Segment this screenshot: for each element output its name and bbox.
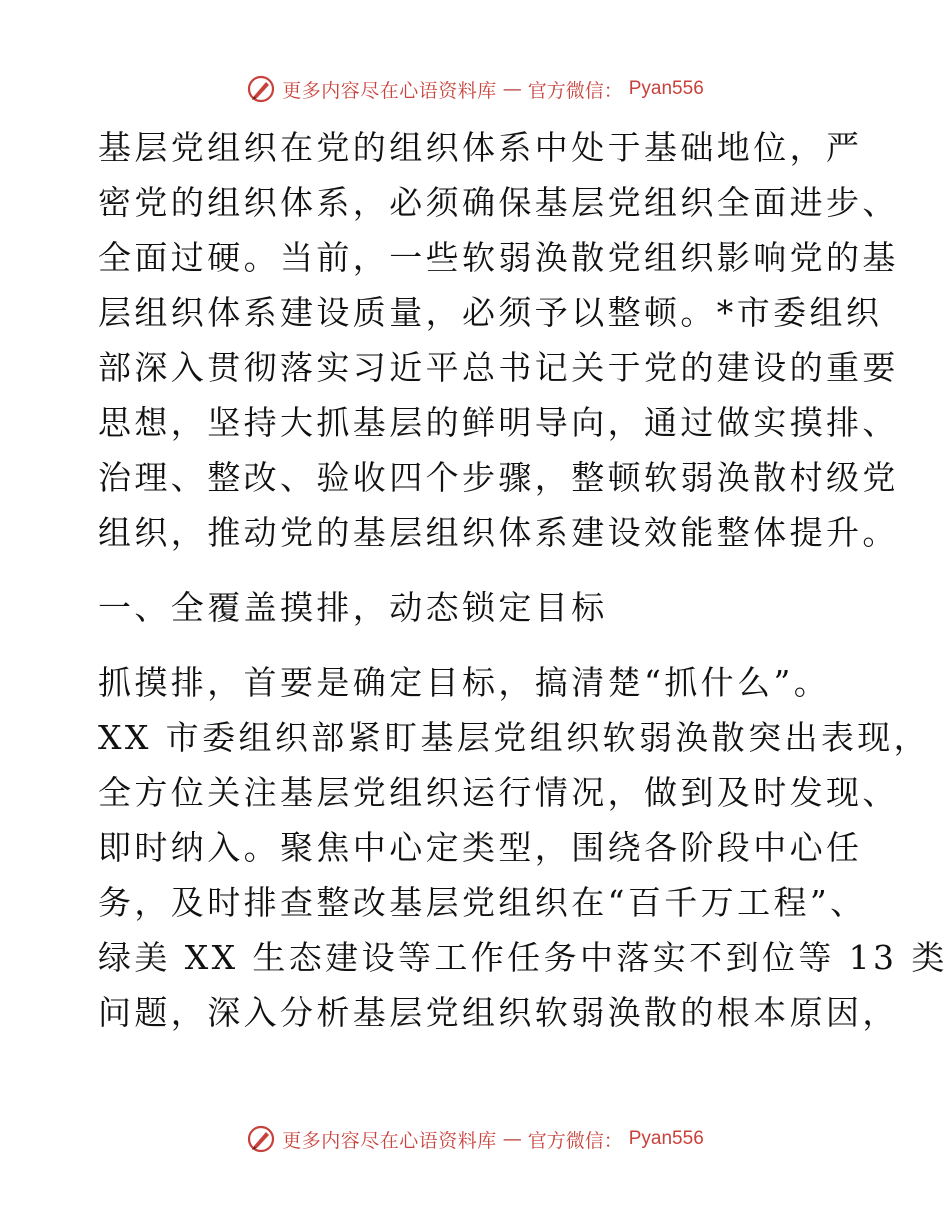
watermark-wechat-id: Pyan556 xyxy=(628,1128,704,1149)
watermark-wechat-label: 官方微信： xyxy=(527,1129,623,1152)
watermark-site-text: 更多内容尽在心语资料库 xyxy=(282,79,497,102)
text-line: 层组织体系建设质量，必须予以整顿。*市委组织 xyxy=(98,293,883,332)
text-line: 抓摸排，首要是确定目标，搞清楚“抓什么”。 xyxy=(98,663,831,702)
watermark-wechat-label: 官方微信： xyxy=(527,79,623,102)
text-line: 治理、整改、验收四个步骤，整顿软弱涣散村级党 xyxy=(98,458,899,497)
paragraph-intro xyxy=(98,120,899,560)
text-line: 组织，推动党的基层组织体系建设效能整体提升。 xyxy=(98,513,899,552)
pen-logo-icon xyxy=(246,1124,276,1154)
pen-logo-icon xyxy=(246,74,276,104)
text-line: 绿美 XX 生态建设等工作任务中落实不到位等 13 类 xyxy=(98,938,948,977)
paragraph-section-one xyxy=(98,655,948,1040)
text-line: 全面过硬。当前，一些软弱涣散党组织影响党的基 xyxy=(98,238,899,277)
watermark-site-text: 更多内容尽在心语资料库 xyxy=(282,1129,497,1152)
text-line: 即时纳入。聚焦中心定类型，围绕各阶段中心任 xyxy=(98,828,863,867)
paragraph-spacer xyxy=(98,560,858,580)
watermark-separator: — xyxy=(502,1128,522,1150)
text-line: 问题，深入分析基层党组织软弱涣散的根本原因， xyxy=(98,993,899,1032)
text-line: 务，及时排查整改基层党组织在“百千万工程”、 xyxy=(98,883,867,922)
document-body xyxy=(98,120,948,1040)
footer-watermark xyxy=(0,1124,950,1154)
text-line: XX 市委组织部紧盯基层党组织软弱涣散突出表现， xyxy=(98,718,931,757)
text-line: 全方位关注基层党组织运行情况，做到及时发现、 xyxy=(98,773,899,812)
text-line: 密党的组织体系，必须确保基层党组织全面进步、 xyxy=(98,183,899,222)
section-heading: 一、全覆盖摸排，动态锁定目标 xyxy=(98,588,608,627)
text-line: 思想，坚持大抓基层的鲜明导向，通过做实摸排、 xyxy=(98,403,899,442)
watermark-separator: — xyxy=(502,78,522,100)
header-watermark xyxy=(0,74,950,104)
text-line: 部深入贯彻落实习近平总书记关于党的建设的重要 xyxy=(98,348,899,387)
watermark-wechat-id: Pyan556 xyxy=(628,78,704,99)
paragraph-spacer xyxy=(98,635,858,655)
text-line: 基层党组织在党的组织体系中处于基础地位，严 xyxy=(98,128,863,167)
